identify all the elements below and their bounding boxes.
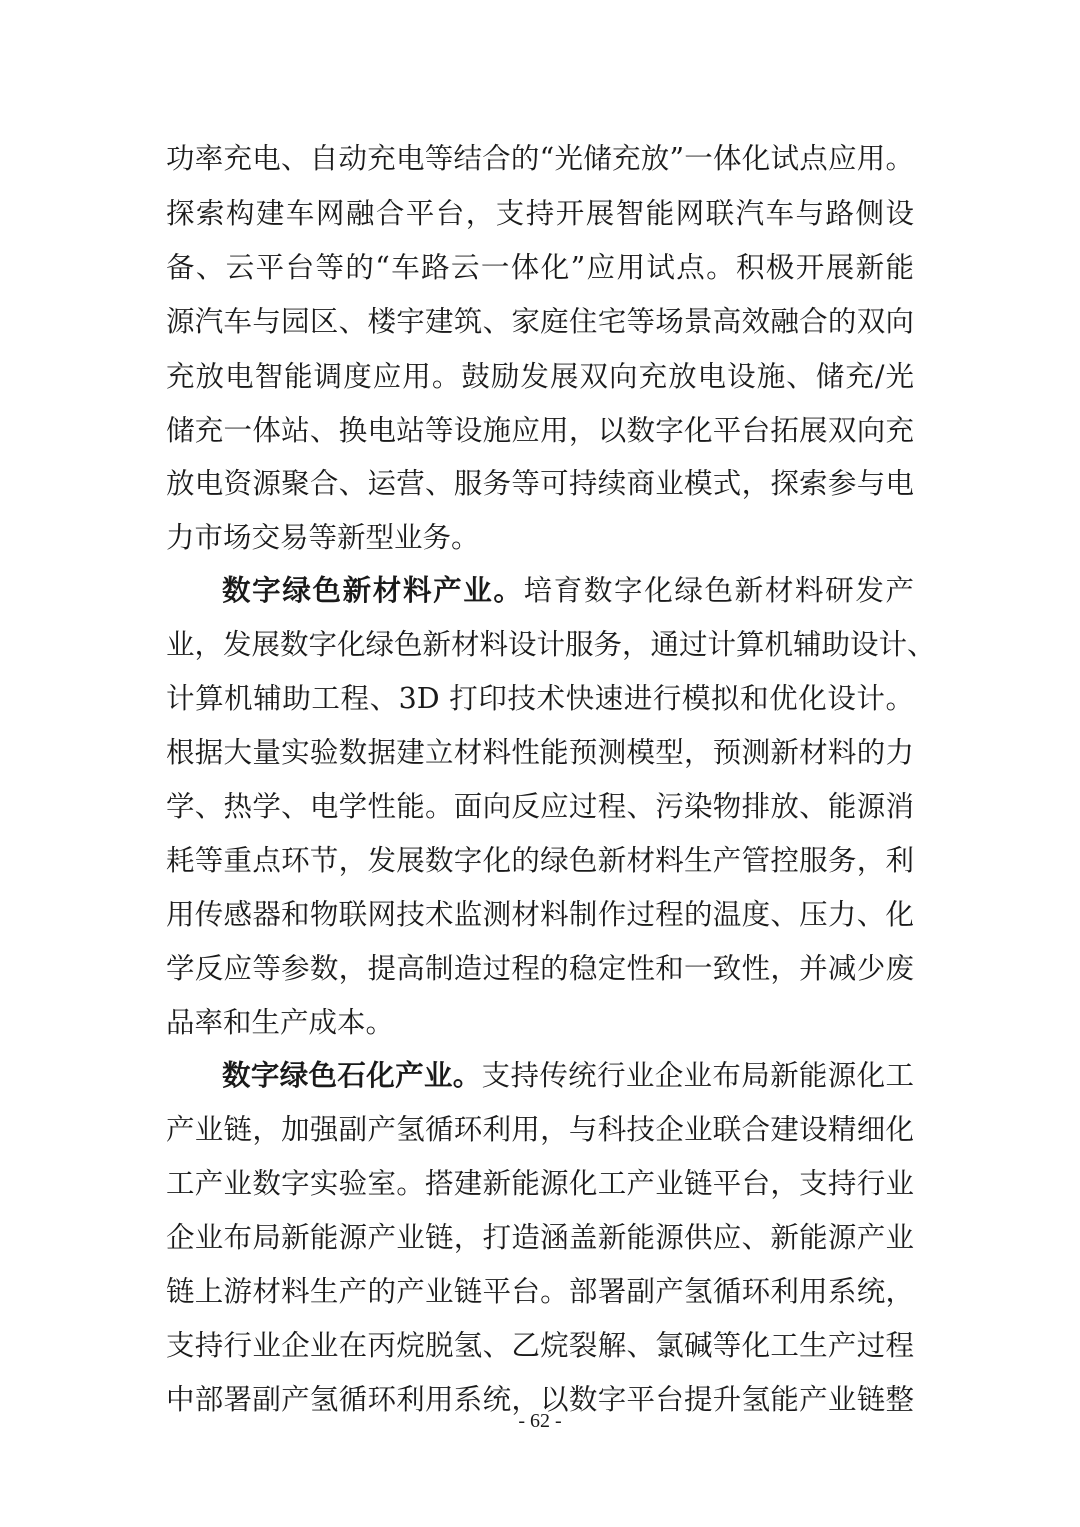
text-line: 链上游材料生产的产业链平台。部署副产氢循环利用系统，: [166, 1275, 914, 1308]
text-line: 支持行业企业在丙烷脱氢、乙烷裂解、氯碱等化工生产过程: [166, 1329, 914, 1362]
text-line: 中部署副产氢循环利用系统，以数字平台提升氢能产业链整: [166, 1383, 914, 1416]
paragraph-heading: 数字绿色石化产业。: [222, 1059, 482, 1092]
text-line: 学反应等参数，提高制造过程的稳定性和一致性，并减少废: [166, 952, 914, 985]
text-span: 支持传统行业企业布局新能源化工: [481, 1059, 914, 1092]
text-line: 品率和生产成本。: [166, 1006, 395, 1039]
text-line: 用传感器和物联网技术监测材料制作过程的温度、压力、化: [166, 898, 914, 931]
text-line: 业，发展数字化绿色新材料设计服务，通过计算机辅助设计、: [166, 628, 936, 661]
text-line: 充放电智能调度应用。鼓励发展双向充放电设施、储充/光: [166, 360, 914, 393]
text-line: 计算机辅助工程、3D 打印技术快速进行模拟和优化设计。: [166, 682, 914, 715]
text-span: 培育数字化绿色新材料研发产: [523, 574, 914, 607]
text-line: 探索构建车网融合平台，支持开展智能网联汽车与路侧设: [166, 197, 914, 230]
text-line: 耗等重点环节，发展数字化的绿色新材料生产管控服务，利: [166, 844, 914, 877]
text-line: 功率充电、自动充电等结合的“光储充放”一体化试点应用。: [166, 142, 914, 175]
text-line: 产业链，加强副产氢循环利用，与科技企业联合建设精细化: [166, 1113, 914, 1146]
page-number: - 62 -: [518, 1410, 562, 1432]
text-line: 工产业数字实验室。搭建新能源化工产业链平台，支持行业: [166, 1167, 914, 1200]
text-line: 备、云平台等的“车路云一体化”应用试点。积极开展新能: [166, 251, 914, 284]
text-line: 源汽车与园区、楼宇建筑、家庭住宅等场景高效融合的双向: [166, 305, 914, 338]
paragraph-first-line: [222, 571, 914, 611]
text-line: 储充一体站、换电站等设施应用，以数字化平台拓展双向充: [166, 414, 914, 447]
paragraph-first-line: [222, 1056, 914, 1096]
text-line: 根据大量实验数据建立材料性能预测模型，预测新材料的力: [166, 736, 914, 769]
text-line: 力市场交易等新型业务。: [166, 521, 480, 554]
text-line: 学、热学、电学性能。面向反应过程、污染物排放、能源消: [166, 790, 914, 823]
text-line: 企业布局新能源产业链，打造涵盖新能源供应、新能源产业: [166, 1221, 914, 1254]
text-line: 放电资源聚合、运营、服务等可持续商业模式，探索参与电: [166, 467, 914, 500]
paragraph-heading: 数字绿色新材料产业。: [222, 574, 524, 607]
